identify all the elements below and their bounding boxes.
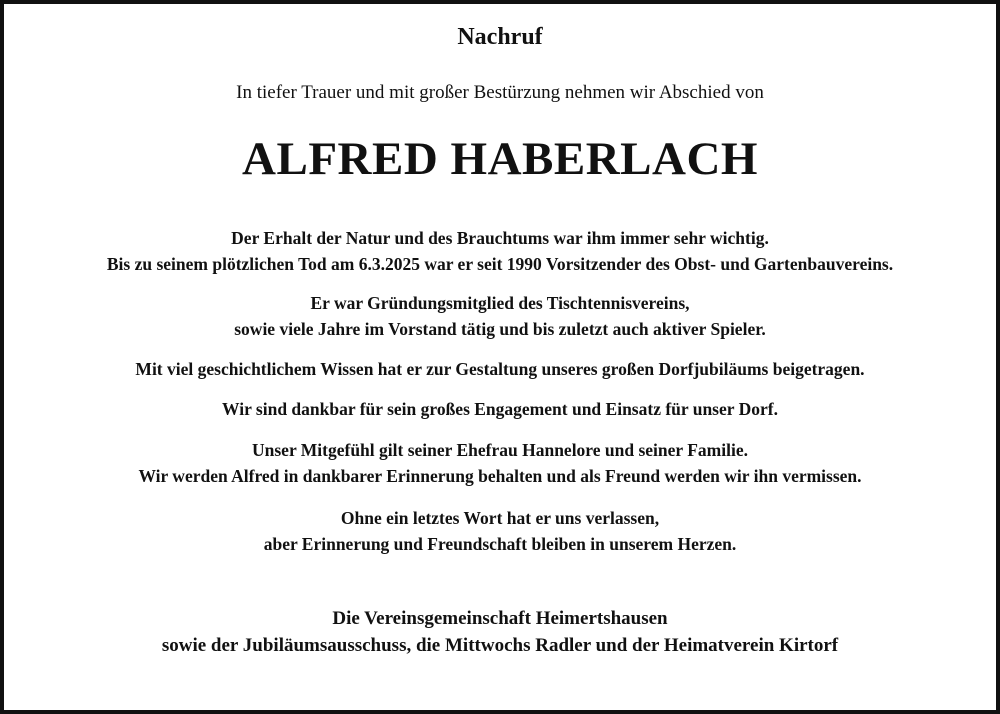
paragraph-line: Er war Gründungsmitglied des Tischtennisvereins,: [310, 293, 690, 313]
notice-title: Nachruf: [457, 24, 543, 50]
paragraph-line: Wir sind dankbar für sein großes Engagement und Einsatz für unser Dorf.: [222, 399, 778, 419]
paragraph-line: Der Erhalt der Natur und des Brauchtums war ihm immer sehr wichtig.: [231, 228, 769, 248]
paragraph-line: Bis zu seinem plötzlichen Tod am 6.3.2025 war er seit 1990 Vorsitzender des Obst- und Gartenbauvereins.: [106, 254, 894, 274]
paragraph-line: aber Erinnerung und Freundschaft bleiben in unserem Herzen.: [263, 534, 737, 554]
paragraph-line: Unser Mitgefühl gilt seiner Ehefrau Hannelore und seiner Familie.: [252, 440, 748, 460]
paragraph-line: Ohne ein letztes Wort hat er uns verlassen,: [340, 508, 660, 528]
signature-line: Die Vereinsgemeinschaft Heimertshausen: [332, 608, 668, 629]
signature-line: sowie der Jubiläumsausschuss, die Mittwochs Radler und der Heimatverein Kirtorf: [161, 635, 839, 656]
deceased-name: ALFRED HABERLACH: [242, 133, 758, 185]
paragraph-line: sowie viele Jahre im Vorstand tätig und bis zuletzt auch aktiver Spieler.: [234, 319, 766, 339]
paragraph-line: Mit viel geschichtlichem Wissen hat er zur Gestaltung unseres großen Dorfjubiläums beigetragen.: [135, 359, 865, 379]
paragraph-line: Wir werden Alfred in dankbarer Erinnerung behalten und als Freund werden wir ihn vermissen.: [138, 466, 862, 486]
intro-text: In tiefer Trauer und mit großer Bestürzung nehmen wir Abschied von: [236, 82, 764, 103]
